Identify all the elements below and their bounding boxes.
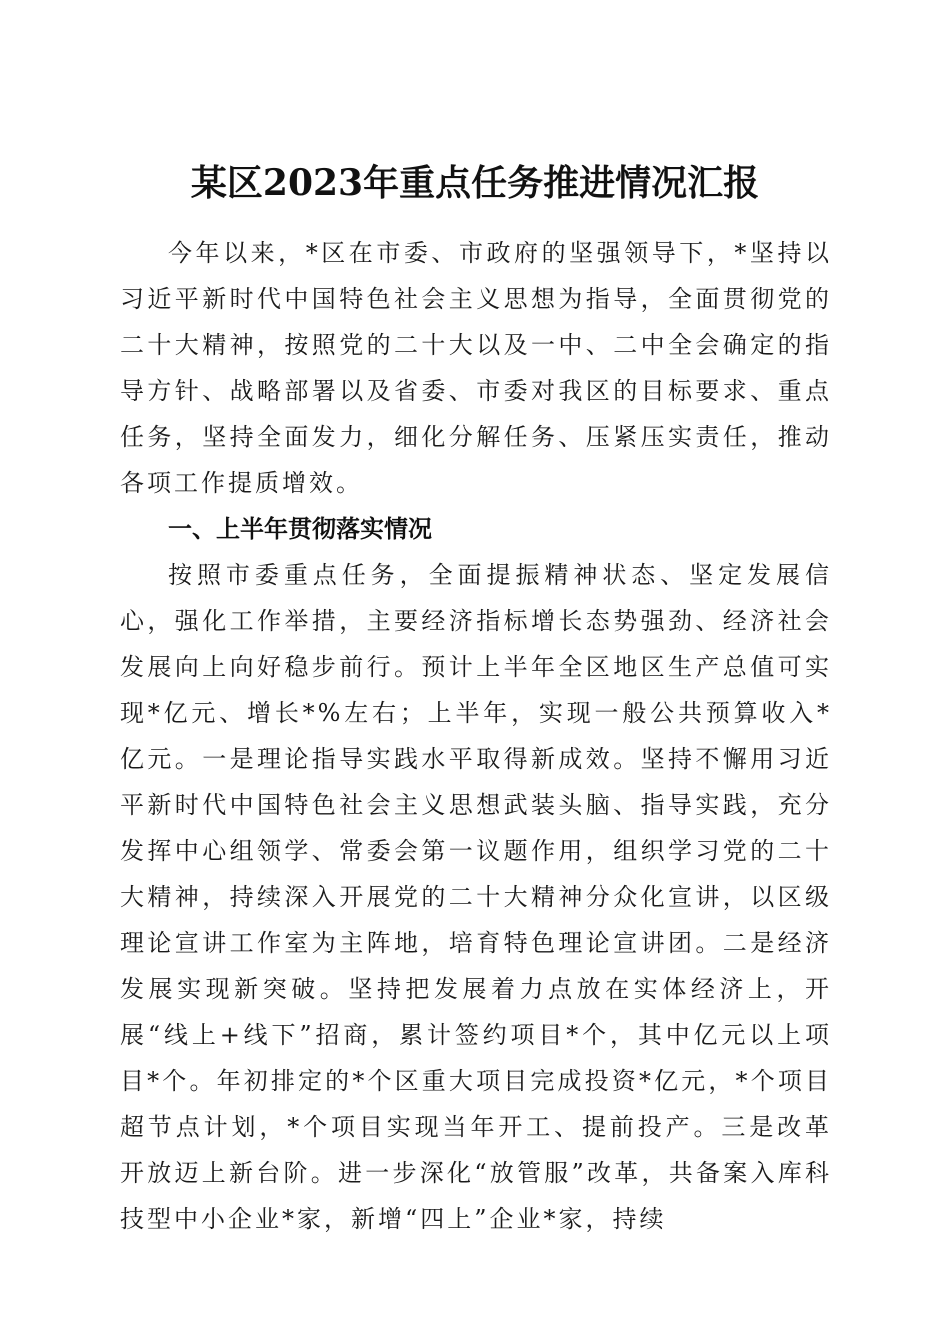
document-title: 某区2023年重点任务推进情况汇报 (190, 162, 760, 205)
intro-paragraph: 今年以来，*区在市委、市政府的坚强领导下，*坚持以习近平新时代中国特色社会主义思想为指导，全面贯彻党的二十大精神，按照党的二十大以及一中、二中全会确定的指导方针、战略部署以及省委、市委对我区的目标要求、重点任务，坚持全面发力，细化分解任务、压紧压实责任，推动各项工作提质增效。 (120, 239, 832, 497)
section-paragraph: 按照市委重点任务，全面提振精神状态、坚定发展信心，强化工作举措，主要经济指标增长态势强劲、经济社会发展向上向好稳步前行。预计上半年全区地区生产总值可实现*亿元、增长*%左右；上半年，实现一般公共预算收入*亿元。一是理论指导实践水平取得新成效。坚持不懈用习近平新时代中国特色社会主义思想武装头脑、指导实践，充分发挥中心组领学、常委会第一议题作用，组织学习党的二十大精神，持续深入开展党的二十大精神分众化宣讲，以区级理论宣讲工作室为主阵地，培育特色理论宣讲团。二是经济发展实现新突破。坚持把发展着力点放在实体经济上，开展“线上+线下”招商，累计签约项目*个，其中亿元以上项目*个。年初排定的*个区重大项目完成投资*亿元，*个项目超节点计划，*个项目实现当年开工、提前投产。三是改革开放迈上新台阶。进一步深化“放管服”改革，共备案入库科技型中小企业*家，新增“四上”企业*家，持续 (120, 561, 832, 1233)
section-heading: 一、上半年贯彻落实情况 (168, 515, 432, 543)
document-body (120, 230, 832, 1242)
